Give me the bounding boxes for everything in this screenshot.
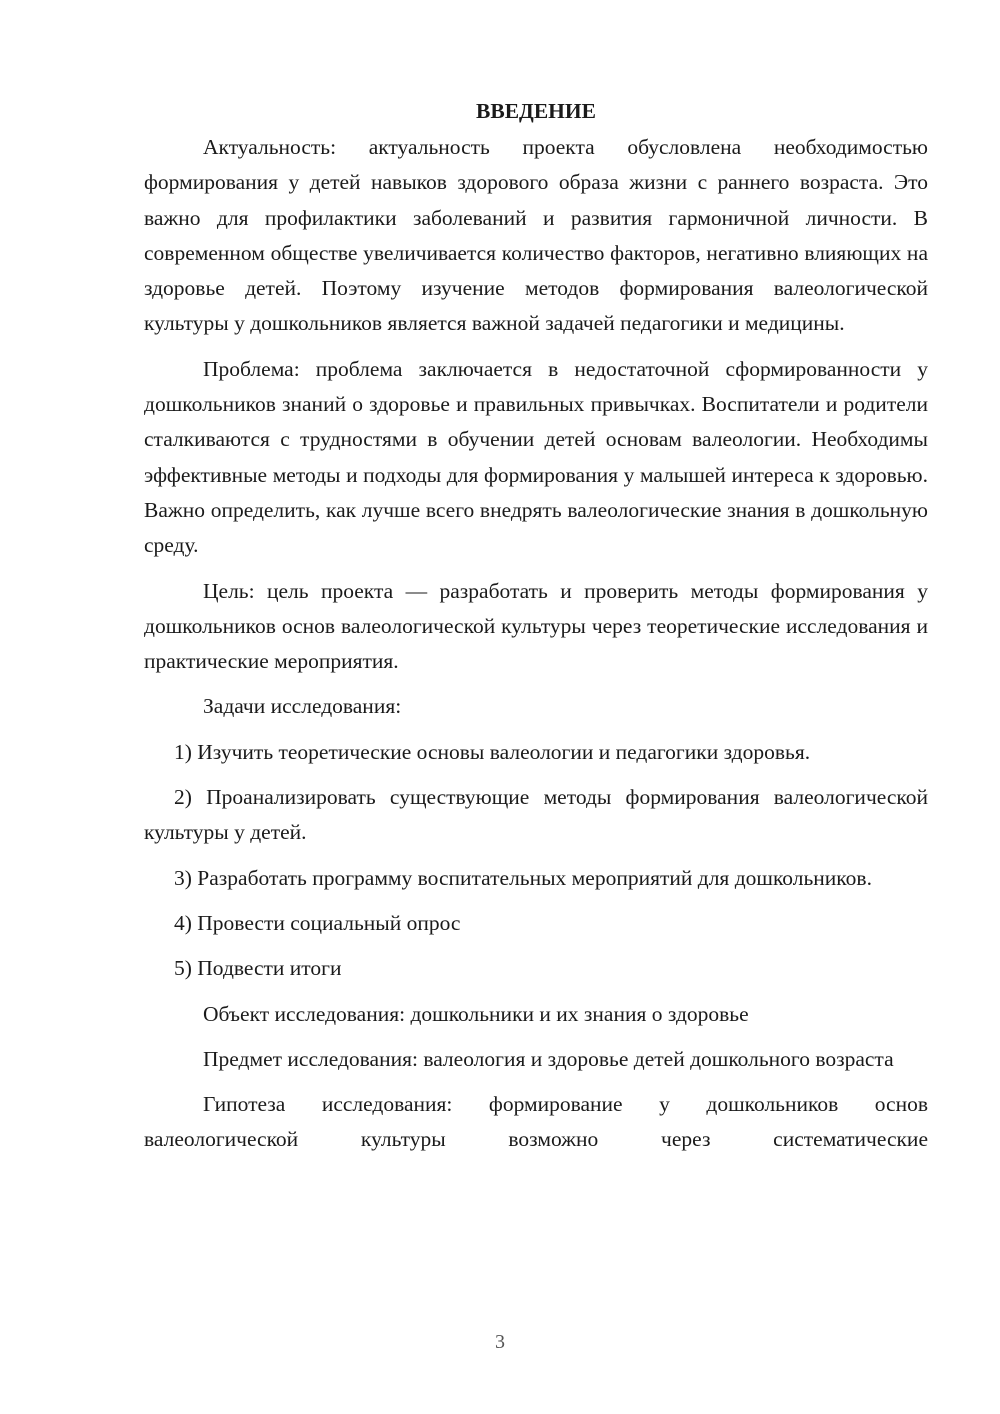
- task-item-5: 5) Подвести итоги: [174, 956, 342, 981]
- page-title: ВВЕДЕНИЕ: [476, 99, 596, 123]
- paragraph-problem: Проблема: проблема заключается в недостаточной сформированности у дошкольников знаний о здоровье и правильных привычках. Воспитатели и родители сталкиваются с трудностями в обучении детей основам валеологии. Необходимы эффективные методы и подходы для формирования у малышей интереса к здоровью. Важно определить, как лучше всего внедрять валеологические знания в дошкольную среду.: [144, 356, 928, 558]
- paragraph-subject: Предмет исследования: валеология и здоровье детей дошкольного возраста: [203, 1046, 894, 1071]
- paragraph-relevance: Актуальность: актуальность проекта обусловлена необходимостью формирования у детей навыков здорового образа жизни с раннего возраста. Это важно для профилактики заболеваний и развития гармоничной личности. В современном обществе увеличивается количество факторов, негативно влияющих на здоровье детей. Поэтому изучение методов формирования валеологической культуры у дошкольников является важной задачей педагогики и медицины.: [144, 135, 928, 336]
- task-item-2: 2) Проанализировать существующие методы формирования валеологической культуры у детей.: [144, 785, 928, 845]
- paragraph-hypothesis: Гипотеза исследования: формирование у дошкольников основ валеологической культуры возможно через систематические: [144, 1092, 928, 1152]
- task-item-4: 4) Провести социальный опрос: [174, 910, 461, 935]
- paragraph-object: Объект исследования: дошкольники и их знания о здоровье: [203, 1001, 749, 1026]
- document-page: [144, 92, 928, 1158]
- tasks-heading: Задачи исследования:: [203, 694, 402, 719]
- task-item-3: 3) Разработать программу воспитательных мероприятий для дошкольников.: [174, 865, 872, 890]
- paragraph-goal: Цель: цель проекта — разработать и проверить методы формирования у дошкольников основ валеологической культуры через теоретические исследования и практические мероприятия.: [144, 578, 928, 674]
- page-number: 3: [495, 1331, 505, 1353]
- task-item-1: 1) Изучить теоретические основы валеологии и педагогики здоровья.: [174, 739, 811, 764]
